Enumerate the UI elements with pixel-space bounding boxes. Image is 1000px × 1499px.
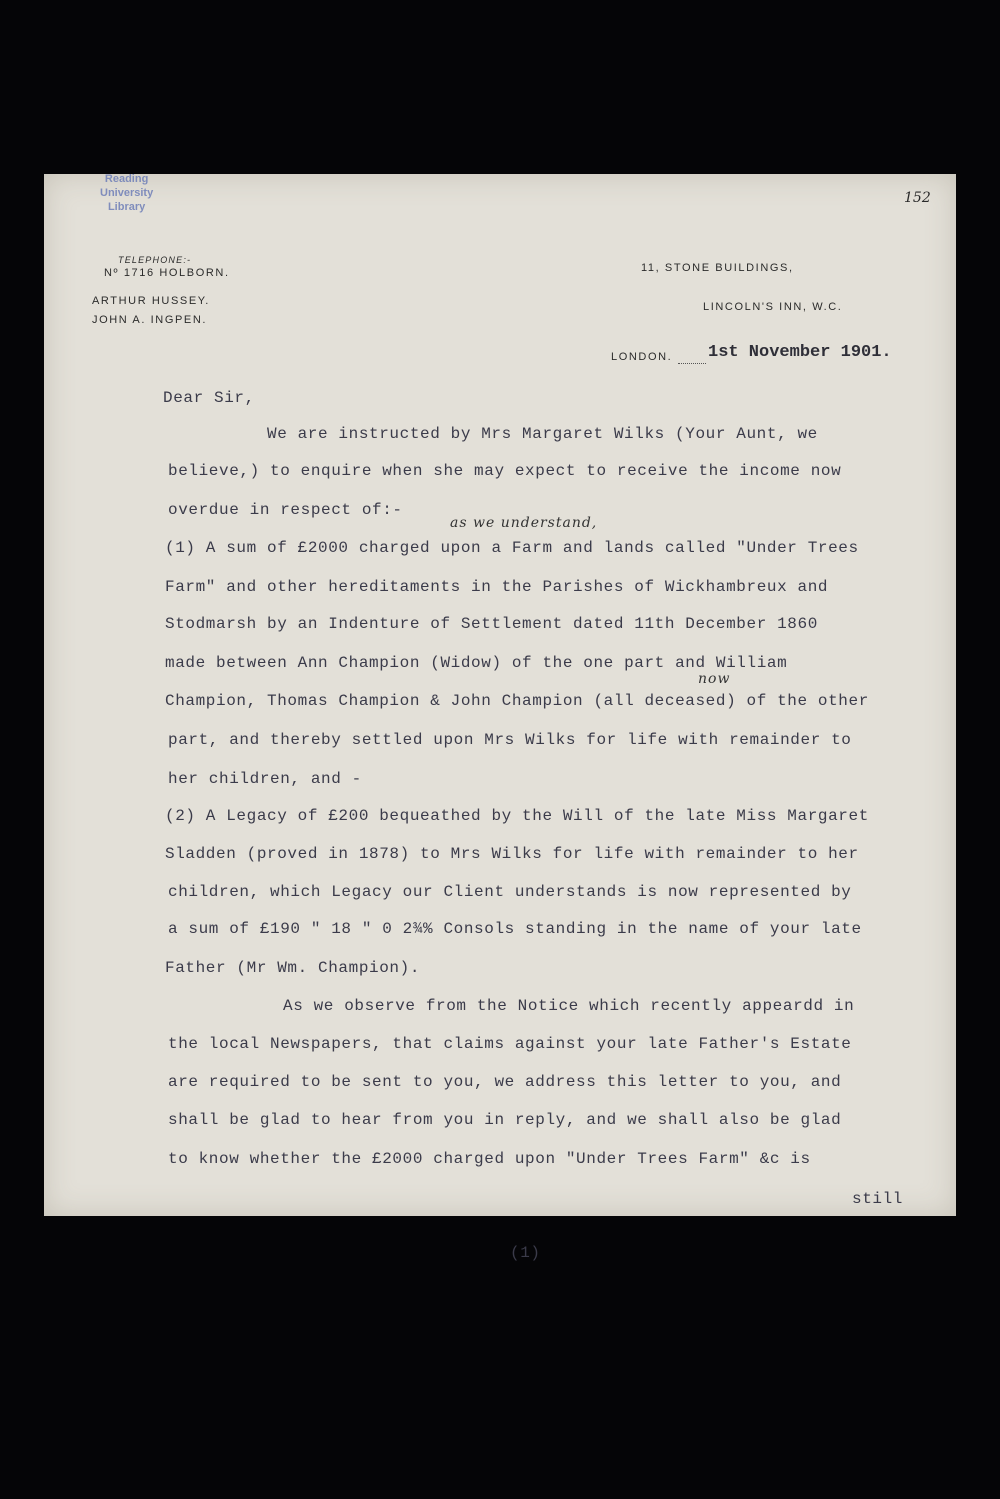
handwritten-insertion-2: now bbox=[698, 671, 731, 687]
folio-number: 152 bbox=[904, 190, 931, 206]
body-line-2: believe,) to enquire when she may expect to receive the income now bbox=[168, 462, 842, 480]
salutation: Dear Sir, bbox=[163, 389, 255, 407]
page-number: (1) bbox=[510, 1244, 541, 1262]
body-line-17: the local Newspapers, that claims against your late Father's Estate bbox=[168, 1035, 852, 1053]
body-line-11: (2) A Legacy of £200 bequeathed by the Will of the late Miss Margaret bbox=[165, 807, 869, 825]
telephone-number: Nº 1716 HOLBORN. bbox=[104, 267, 230, 279]
body-line-10: her children, and - bbox=[168, 770, 362, 788]
body-line-16: As we observe from the Notice which recently appeardd in bbox=[283, 997, 855, 1015]
body-line-5: Farm" and other hereditaments in the Parishes of Wickhambreux and bbox=[165, 578, 829, 596]
body-line-9: part, and thereby settled upon Mrs Wilks for life with remainder to bbox=[168, 731, 852, 749]
city-label: LONDON. bbox=[611, 351, 673, 363]
body-line-20: to know whether the £2000 charged upon "Under Trees Farm" &c is bbox=[168, 1150, 811, 1168]
handwritten-insertion-1: as we understand, bbox=[450, 515, 598, 531]
body-line-7: made between Ann Champion (Widow) of the one part and William bbox=[165, 654, 788, 672]
body-line-15: Father (Mr Wm. Champion). bbox=[165, 959, 421, 977]
body-line-18: are required to be sent to you, we address this letter to you, and bbox=[168, 1073, 842, 1091]
partner-name-2: JOHN A. INGPEN. bbox=[92, 314, 208, 326]
partner-name-1: ARTHUR HUSSEY. bbox=[92, 295, 210, 307]
body-line-6: Stodmarsh by an Indenture of Settlement dated 11th December 1860 bbox=[165, 615, 818, 633]
stamp-line-2: University bbox=[100, 187, 154, 199]
body-line-1: We are instructed by Mrs Margaret Wilks (Your Aunt, we bbox=[267, 425, 818, 443]
body-line-13: children, which Legacy our Client understands is now represented by bbox=[168, 883, 852, 901]
letter-date: 1st November 1901. bbox=[708, 343, 892, 362]
address-line-2: LINCOLN'S INN, W.C. bbox=[703, 301, 843, 313]
stamp-line-1: Reading bbox=[104, 173, 149, 185]
body-line-12: Sladden (proved in 1878) to Mrs Wilks for life with remainder to her bbox=[165, 845, 859, 863]
date-rule bbox=[678, 363, 706, 364]
body-line-14: a sum of £190 " 18 " 0 2¾% Consols standing in the name of your late bbox=[168, 920, 862, 938]
catchword: still bbox=[852, 1190, 904, 1208]
body-line-4: (1) A sum of £2000 charged upon a Farm and lands called "Under Trees bbox=[165, 539, 859, 557]
stamp-line-3: Library bbox=[107, 201, 146, 213]
body-line-3: overdue in respect of:- bbox=[168, 501, 403, 519]
body-line-8: Champion, Thomas Champion & John Champion (all deceased) of the other bbox=[165, 692, 869, 710]
address-line-1: 11, STONE BUILDINGS, bbox=[641, 262, 794, 274]
library-stamp bbox=[100, 172, 153, 214]
body-line-19: shall be glad to hear from you in reply, and we shall also be glad bbox=[168, 1111, 842, 1129]
telephone-label: TELEPHONE:- bbox=[118, 255, 192, 265]
